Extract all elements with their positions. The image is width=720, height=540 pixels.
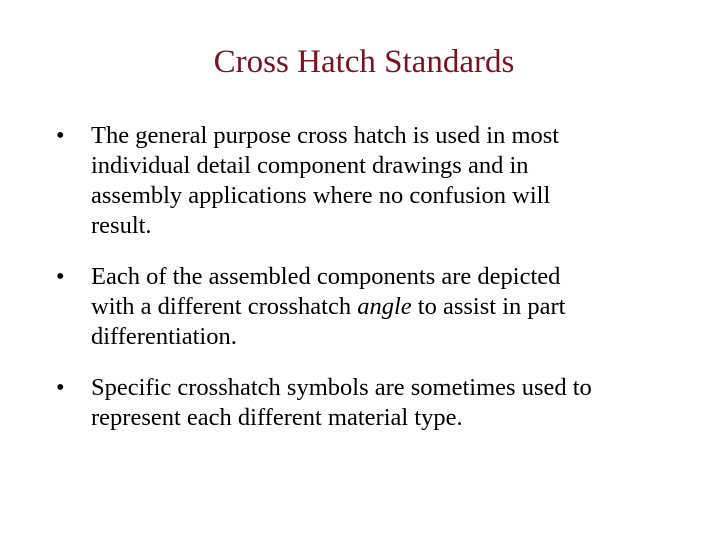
- bullet-icon: •: [56, 122, 65, 149]
- slide-title: Cross Hatch Standards: [213, 44, 515, 80]
- bullet-1-line-2: individual detail component drawings and in: [91, 152, 529, 179]
- bullet-item-3: [0, 373, 720, 433]
- bullet-icon: •: [56, 263, 65, 290]
- bullet-3-line-2: represent each different material type.: [91, 404, 463, 431]
- bullet-list: [0, 121, 720, 454]
- bullet-1-line-1: The general purpose cross hatch is used in most: [91, 122, 560, 149]
- bullet-2-line-2: [91, 292, 720, 322]
- bullet-3-line-1: Specific crosshatch symbols are sometimes used to: [91, 374, 592, 401]
- bullet-item-1: [0, 121, 720, 241]
- bullet-item-2: [0, 262, 720, 352]
- bullet-icon: •: [56, 374, 65, 401]
- bullet-2-line-1: Each of the assembled components are depicted: [91, 263, 561, 290]
- bullet-2-line-3: differentiation.: [91, 323, 237, 350]
- bullet-2-line-2-after: to assist in part: [411, 293, 566, 320]
- bullet-2-line-2-before: with a different crosshatch: [91, 293, 358, 320]
- bullet-1-line-3: assembly applications where no confusion will: [91, 182, 551, 209]
- bullet-1-line-4: result.: [91, 212, 152, 239]
- emphasis-angle: angle: [357, 293, 412, 320]
